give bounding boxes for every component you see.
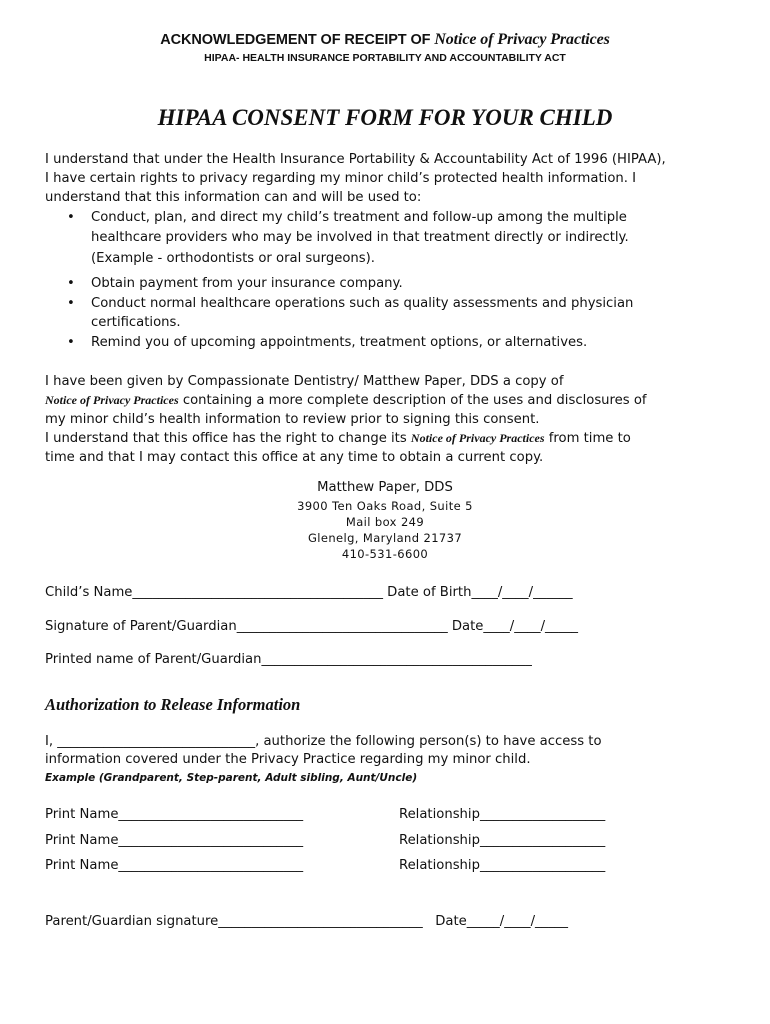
relationship-field-2[interactable]: Relationship___________________ (399, 833, 606, 848)
authorization-heading: Authorization to Release Information (45, 695, 301, 714)
relationship-field-1[interactable]: Relationship___________________ (399, 807, 606, 822)
notice-of-privacy-practices-title: Notice of Privacy Practices (434, 31, 610, 48)
intro-paragraph: I understand that under the Health Insurance Portability & Accountability Act of 1996 (HIPAA), I have certain rights to privacy regarding my minor child’s protected health information. I understand that this information can and will be used to: (45, 152, 666, 205)
printed-parent-name-field[interactable]: Printed name of Parent/Guardian_________________________________________ (45, 652, 532, 667)
list-item: • Remind you of upcoming appointments, treatment options, or alternatives. (66, 333, 706, 353)
list-item: • Conduct normal healthcare operations such as quality assessments and physician certifications. (66, 294, 706, 333)
authorization-statement[interactable]: I, ______________________________, authorize the following person(s) to have access to (45, 734, 602, 749)
parent-signature-field[interactable]: Signature of Parent/Guardian________________________________ Date____/____/_____ (45, 619, 579, 634)
guardian-signature-field[interactable]: Parent/Guardian signature_______________________________ Date_____/____/_____ (45, 914, 568, 929)
mailbox: Mail box 249 (345, 515, 425, 529)
form-title: HIPAA CONSENT FORM FOR YOUR CHILD (157, 105, 613, 130)
relationship-examples: Example (Grandparent, Step-parent, Adult sibling, Aunt/Uncle) (45, 772, 418, 784)
print-name-field-3[interactable]: Print Name____________________________ (45, 858, 304, 873)
list-item: • Obtain payment from your insurance company. (66, 274, 706, 294)
authorization-statement-cont: information covered under the Privacy Practice regarding my minor child. (45, 752, 531, 767)
privacy-notice-paragraph: I have been given by Compassionate Dentistry/ Matthew Paper, DDS a copy of Notice of Privacy Practices containing a more complete description of the uses and disclosures of my minor child’s health information to review prior to signing this consent. I understand that this office has the right to change its Notice of Privacy Practices from time to time and that I may contact this office at any time to obtain a current copy. (45, 374, 647, 465)
phone-number: 410-531-6600 (341, 547, 429, 561)
usage-list-part2 (66, 274, 706, 352)
city-state-zip: Glenelg, Maryland 21737 (307, 531, 463, 545)
childs-name-field[interactable]: Child’s Name______________________________________ Date of Birth____/____/______ (45, 585, 573, 600)
relationship-field-3[interactable]: Relationship___________________ (399, 858, 606, 873)
dentist-name: Matthew Paper, DDS (317, 480, 453, 495)
hipaa-subheading: HIPAA- HEALTH INSURANCE PORTABILITY AND ACCOUNTABILITY ACT (204, 52, 566, 64)
acknowledgement-heading: ACKNOWLEDGEMENT OF RECEIPT OF Notice of Privacy Practices (160, 31, 610, 48)
street-address: 3900 Ten Oaks Road, Suite 5 (297, 499, 473, 513)
usage-list-part1 (66, 208, 706, 247)
print-name-field-1[interactable]: Print Name____________________________ (45, 807, 304, 822)
print-name-field-2[interactable]: Print Name____________________________ (45, 833, 304, 848)
office-address (0, 478, 770, 562)
example-note: (Example - orthodontists or oral surgeons). (91, 251, 375, 266)
list-item: • Conduct, plan, and direct my child’s treatment and follow-up among the multiple healthcare providers who may be involved in that treatment directly or indirectly. (66, 208, 706, 247)
